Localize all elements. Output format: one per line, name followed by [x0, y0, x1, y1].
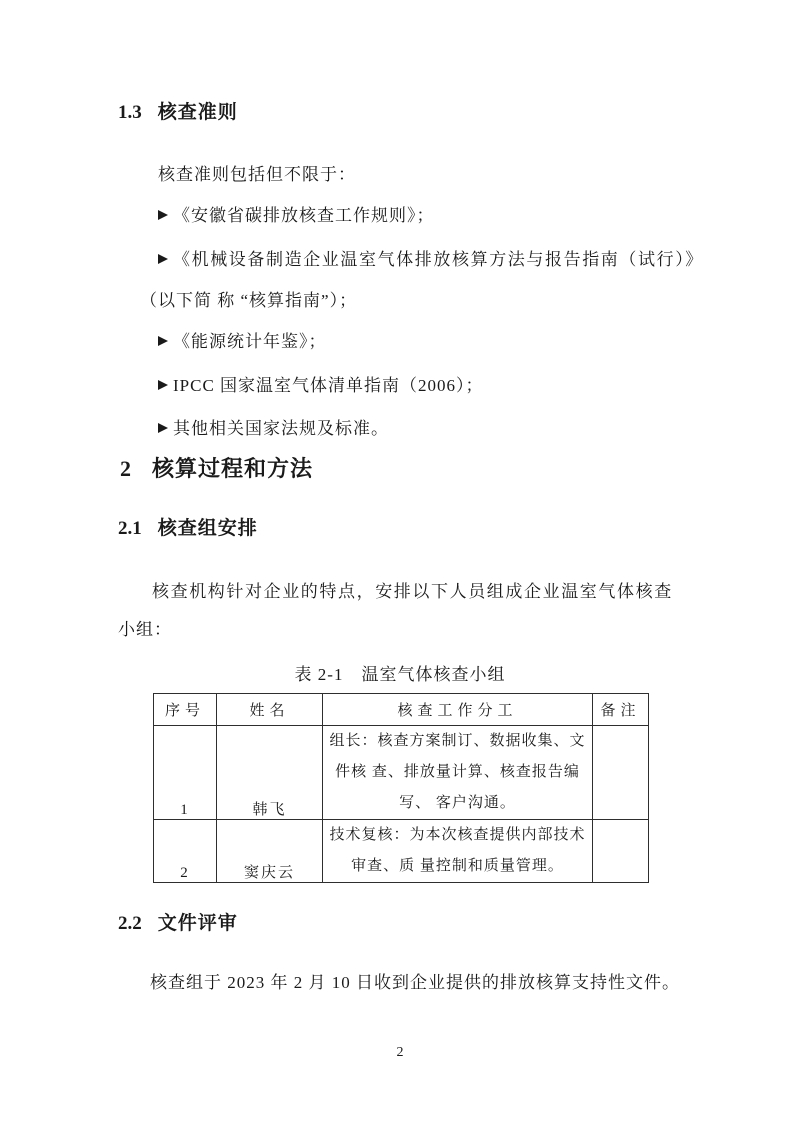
table-header-cell: 备注 — [593, 694, 649, 726]
section-number: 2.2 — [118, 913, 142, 934]
name-cell: 窦庆云 — [217, 820, 323, 883]
criteria-item: 其他相关国家法规及标准。 — [158, 418, 389, 440]
duty-line: 件核 查、排放量计算、核查报告编 — [335, 764, 580, 780]
page-number: 2 — [396, 1045, 404, 1060]
paragraph-line: 核查组于 2023 年 2 月 10 日收到企业提供的排放核算支持性文件。 — [150, 973, 680, 992]
section-number: 1.3 — [118, 102, 142, 123]
row-number-cell: 2 — [154, 820, 217, 883]
criteria-item: 《机械设备制造企业温室气体排放核算方法与报告指南（试行）》 — [158, 249, 704, 271]
criteria-item: 《能源统计年鉴》； — [158, 331, 327, 353]
paragraph-line: 小组： — [118, 620, 172, 639]
table-row — [154, 726, 649, 820]
section-title: 文件评审 — [157, 913, 238, 934]
criteria-item: 《安徽省碳排放核查工作规则》； — [158, 205, 435, 227]
section-number: 2 — [120, 456, 131, 481]
arrow-bullet-icon — [158, 336, 168, 346]
remark-cell — [593, 820, 649, 883]
section-title: 核算过程和方法 — [152, 456, 314, 481]
criteria-item-continuation: （以下简 称 “核算指南”）； — [140, 291, 358, 310]
criteria-intro: 核查准则包括但不限于： — [158, 165, 356, 184]
arrow-bullet-icon — [158, 210, 168, 220]
remark-cell — [593, 726, 649, 820]
duty-line: 技术复核：为本次核查提供内部技术 — [329, 827, 586, 843]
duty-line: 写、 客户沟通。 — [399, 795, 516, 811]
table-header-row — [154, 694, 649, 726]
section-title: 核查组安排 — [157, 518, 258, 539]
duty-cell — [323, 820, 593, 883]
arrow-bullet-icon — [158, 380, 168, 390]
arrow-bullet-icon — [158, 423, 168, 433]
table-caption: 表 2-1 温室气体核查小组 — [294, 665, 506, 684]
duty-cell — [323, 726, 593, 820]
duty-line: 组长：核查方案制订、数据收集、文 — [329, 733, 586, 749]
section-title: 核查准则 — [157, 102, 238, 123]
verification-team-table — [153, 693, 649, 883]
table-row — [154, 820, 649, 883]
duty-line: 审查、质 量控制和质量管理。 — [351, 858, 564, 874]
criteria-item: IPCC 国家温室气体清单指南（2006）； — [158, 375, 484, 397]
section-number: 2.1 — [118, 518, 142, 539]
section-heading-2 — [120, 455, 313, 482]
name-cell: 韩飞 — [217, 726, 323, 820]
row-number-cell: 1 — [154, 726, 217, 820]
table-header-cell: 姓名 — [217, 694, 323, 726]
paragraph-line: 核查机构针对企业的特点，安排以下人员组成企业温室气体核查 — [152, 582, 673, 601]
arrow-bullet-icon — [158, 254, 168, 264]
section-heading-2-1 — [118, 517, 258, 541]
section-heading-2-2 — [118, 912, 238, 936]
table-header-cell: 序号 — [154, 694, 217, 726]
table-header-cell: 核查工作分工 — [323, 694, 593, 726]
section-heading-1-3 — [118, 101, 238, 125]
